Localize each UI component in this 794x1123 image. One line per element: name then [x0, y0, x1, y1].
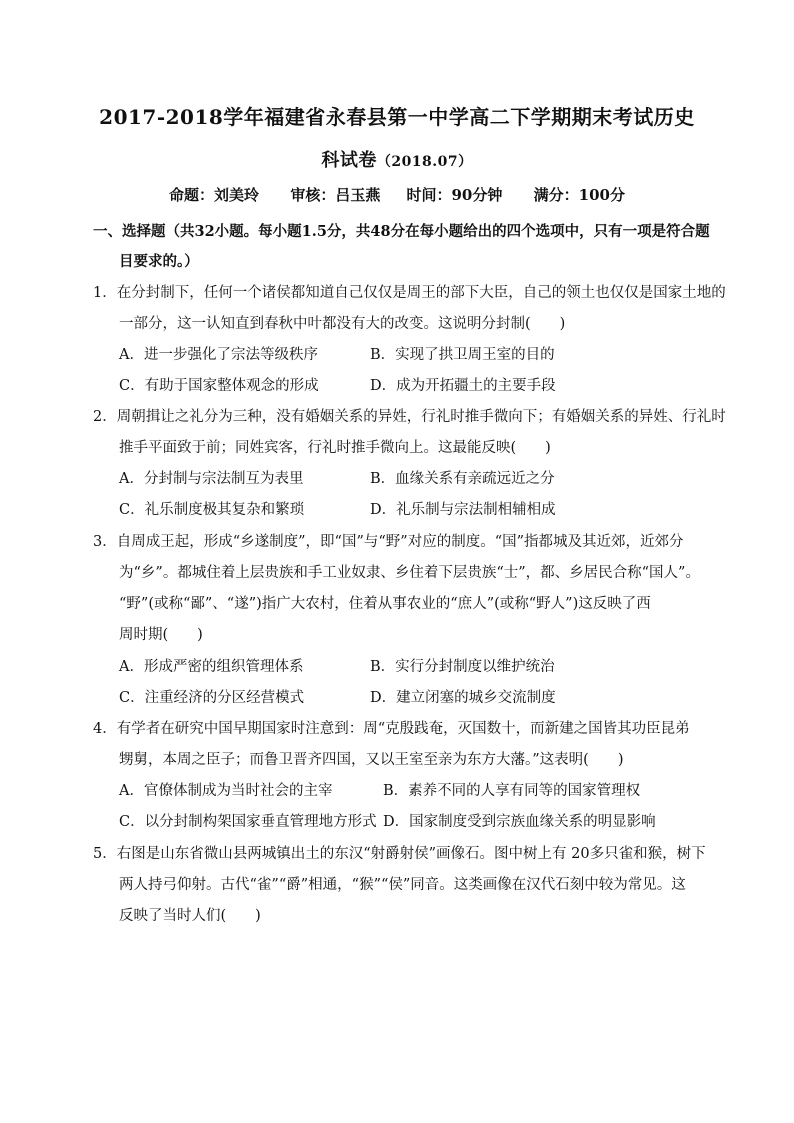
question-text-line: 推手平面致于前；同姓宾客，行礼时推手微向上。这最能反映( ) — [119, 440, 551, 456]
question-text-line: 一部分，这一认知直到春秋中叶都没有大的改变。这说明分封制( ) — [119, 316, 566, 332]
exam-date: （2018.07） — [376, 154, 473, 170]
question-text-line: 2．周朝揖让之礼分为三种，没有婚姻关系的异姓，行礼时推手微向下；有婚姻关系的异姓、行礼时 — [93, 409, 726, 425]
exam-title-line2 — [0, 146, 794, 172]
question-text-line: 5．右图是山东省微山县两城镇出土的东汉“射爵射侯”画像石。图中树上有 20多只雀和猴，树下 — [93, 846, 706, 862]
option-d[interactable]: D．建立闭塞的城乡交流制度 — [370, 690, 556, 706]
option-a[interactable]: A．分封制与宗法制互为表里 — [119, 471, 304, 487]
question-text-line: 1．在分封制下，任何一个诸侯都知道自己仅仅是周王的部下大臣，自己的领土也仅仅是国家土地的 — [93, 285, 726, 301]
question-text-line: 两人持弓仰射。古代“雀”“爵”相通，“猴”“侯”同音。这类画像在汉代石刻中较为常见。这 — [119, 877, 686, 893]
option-a[interactable]: A．进一步强化了宗法等级秩序 — [119, 347, 318, 363]
question-text-line: “野”(或称“鄙”、“遂”)指广大农村，住着从事农业的“庶人”(或称“野人”)这反映了西 — [119, 596, 651, 612]
option-c[interactable]: C．注重经济的分区经营模式 — [119, 690, 305, 706]
question-text-line: 4．有学者在研究中国早期国家时注意到：周“克殷践奄，灭国数十，而新建之国皆其功臣昆弟 — [93, 721, 690, 737]
option-d[interactable]: D．成为开拓疆土的主要手段 — [370, 378, 556, 394]
question-text-line: 为“乡”。都城住着上层贵族和手工业奴隶、乡住着下层贵族“士”，都、乡居民合称“国人”。 — [119, 565, 700, 581]
option-b[interactable]: B．实行分封制度以维护统治 — [370, 659, 555, 675]
option-c[interactable]: C．礼乐制度极其复杂和繁琐 — [119, 502, 305, 518]
exam-title-line1: 2017-2018学年福建省永春县第一中学高二下学期期末考试历史 — [99, 105, 695, 129]
option-b[interactable]: B．血缘关系有亲疏远近之分 — [370, 471, 555, 487]
option-d[interactable]: D．礼乐制与宗法制相辅相成 — [370, 502, 556, 518]
option-a[interactable]: A．官僚体制成为当时社会的主宰 — [119, 783, 333, 799]
option-a[interactable]: A．形成严密的组织管理体系 — [119, 659, 304, 675]
option-c[interactable]: C．有助于国家整体观念的形成 — [119, 378, 319, 394]
option-b[interactable]: B．素养不同的人享有同等的国家管理权 — [383, 783, 641, 799]
section-heading-line2: 目要求的。） — [119, 253, 199, 270]
exam-title-subject: 科试卷 — [321, 150, 377, 171]
option-d[interactable]: D．国家制度受到宗族血缘关系的明显影响 — [383, 814, 656, 830]
question-text-line: 3．自周成王起，形成“乡遂制度”，即“国”与“野”对应的制度。“国”指都城及其近郊，近郊分 — [93, 534, 684, 550]
question-text-line: 周时期( ) — [119, 627, 203, 643]
option-c[interactable]: C．以分封制构架国家垂直管理地方形式 — [119, 814, 377, 830]
question-text-line: 反映了当时人们( ) — [119, 908, 261, 924]
section-heading-line1: 一、选择题（共32小题。每小题1.5分，共48分在每小题给出的四个选项中，只有一项是符合题 — [93, 223, 710, 240]
question-text-line: 甥舅，本周之臣子；而鲁卫晋齐四国，又以王室至亲为东方大藩。”这表明( ) — [119, 752, 624, 768]
exam-meta-info: 命题：刘美玲 审核：吕玉燕 时间：90分钟 满分：100分 — [169, 186, 625, 204]
option-b[interactable]: B．实现了拱卫周王室的目的 — [370, 347, 555, 363]
